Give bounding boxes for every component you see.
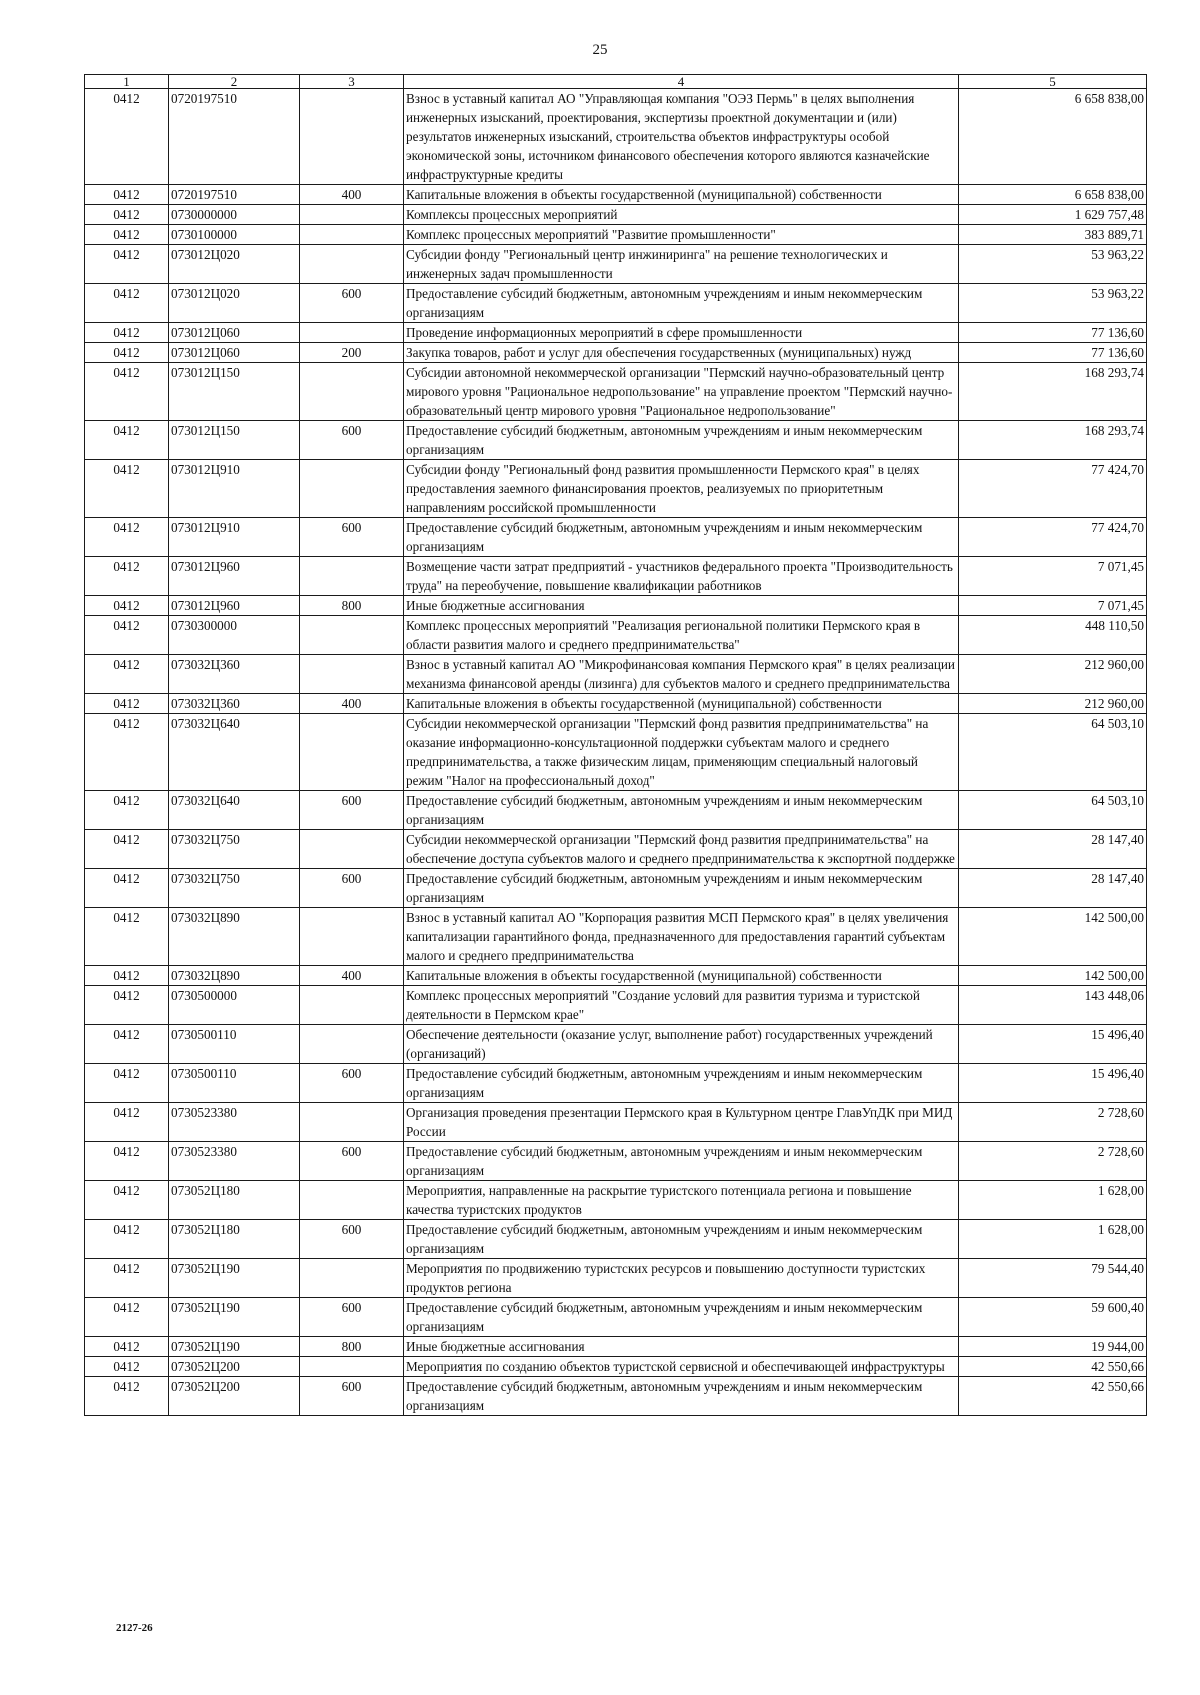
expense-type-cell: 400 — [300, 185, 404, 205]
amount-cell: 212 960,00 — [959, 694, 1147, 714]
amount-cell: 168 293,74 — [959, 363, 1147, 421]
amount-cell: 77 424,70 — [959, 518, 1147, 557]
expense-type-cell — [300, 1181, 404, 1220]
amount-cell: 64 503,10 — [959, 791, 1147, 830]
amount-cell: 64 503,10 — [959, 714, 1147, 791]
amount-cell: 2 728,60 — [959, 1103, 1147, 1142]
item-name-cell: Иные бюджетные ассигнования — [404, 596, 959, 616]
target-article-cell: 073012Ц020 — [169, 284, 300, 323]
target-article-cell: 0720197510 — [169, 89, 300, 185]
header-section-number: 1 — [85, 75, 169, 89]
section-code-cell: 0412 — [85, 616, 169, 655]
amount-cell: 77 424,70 — [959, 460, 1147, 518]
section-code-cell: 0412 — [85, 1259, 169, 1298]
amount-cell: 1 628,00 — [959, 1181, 1147, 1220]
target-article-cell: 073052Ц190 — [169, 1259, 300, 1298]
budget-table — [84, 74, 1147, 1416]
expense-type-cell — [300, 714, 404, 791]
expense-type-cell — [300, 1259, 404, 1298]
section-code-cell: 0412 — [85, 245, 169, 284]
amount-cell: 142 500,00 — [959, 908, 1147, 966]
target-article-cell: 0730000000 — [169, 205, 300, 225]
expense-type-cell: 400 — [300, 694, 404, 714]
section-code-cell: 0412 — [85, 1142, 169, 1181]
target-article-cell: 073012Ц020 — [169, 245, 300, 284]
target-article-cell: 073012Ц060 — [169, 323, 300, 343]
item-name-cell: Предоставление субсидий бюджетным, автономным учреждениям и иным некоммерческим организациям — [404, 1064, 959, 1103]
section-code-cell: 0412 — [85, 1357, 169, 1377]
table-row — [85, 966, 1147, 986]
table-row — [85, 245, 1147, 284]
section-code-cell: 0412 — [85, 89, 169, 185]
amount-cell: 7 071,45 — [959, 596, 1147, 616]
expense-type-cell: 400 — [300, 966, 404, 986]
target-article-cell: 073052Ц180 — [169, 1220, 300, 1259]
target-article-cell: 0730300000 — [169, 616, 300, 655]
target-article-cell: 073012Ц960 — [169, 596, 300, 616]
section-code-cell: 0412 — [85, 869, 169, 908]
table-row — [85, 1377, 1147, 1416]
amount-cell: 1 628,00 — [959, 1220, 1147, 1259]
target-article-cell: 073052Ц200 — [169, 1377, 300, 1416]
amount-cell: 53 963,22 — [959, 284, 1147, 323]
amount-cell: 77 136,60 — [959, 343, 1147, 363]
table-row — [85, 185, 1147, 205]
item-name-cell: Предоставление субсидий бюджетным, автономным учреждениям и иным некоммерческим организациям — [404, 284, 959, 323]
table-header — [85, 75, 1147, 89]
table-row — [85, 908, 1147, 966]
section-code-cell: 0412 — [85, 596, 169, 616]
section-code-cell: 0412 — [85, 966, 169, 986]
item-name-cell: Взнос в уставный капитал АО "Управляющая компания "ОЭЗ Пермь" в целях выполнения инженерных изысканий, проектирования, экспертизы проектной документации и (или) результатов инженерных изысканий, строительства объектов инфраструктуры особой экономической зоны, источником финансового обеспечения которого являются казначейские инфраструктурные кредиты — [404, 89, 959, 185]
target-article-cell: 073012Ц150 — [169, 421, 300, 460]
item-name-cell: Субсидии фонду "Региональный центр инжиниринга" на решение технологических и инженерных задач промышленности — [404, 245, 959, 284]
target-article-cell: 073032Ц640 — [169, 791, 300, 830]
expense-type-cell — [300, 245, 404, 284]
item-name-cell: Проведение информационных мероприятий в сфере промышленности — [404, 323, 959, 343]
target-article-cell: 0730500110 — [169, 1025, 300, 1064]
item-name-cell: Мероприятия по продвижению туристских ресурсов и повышению доступности туристских продуктов региона — [404, 1259, 959, 1298]
expense-type-cell — [300, 460, 404, 518]
target-article-cell: 073052Ц200 — [169, 1357, 300, 1377]
table-row — [85, 596, 1147, 616]
expense-type-cell — [300, 616, 404, 655]
item-name-cell: Капитальные вложения в объекты государственной (муниципальной) собственности — [404, 966, 959, 986]
section-code-cell: 0412 — [85, 284, 169, 323]
item-name-cell: Предоставление субсидий бюджетным, автономным учреждениям и иным некоммерческим организациям — [404, 421, 959, 460]
expense-type-cell — [300, 1357, 404, 1377]
expense-type-cell: 200 — [300, 343, 404, 363]
target-article-cell: 073032Ц890 — [169, 908, 300, 966]
expense-type-cell — [300, 1025, 404, 1064]
section-code-cell: 0412 — [85, 557, 169, 596]
section-code-cell: 0412 — [85, 1064, 169, 1103]
expense-type-cell: 600 — [300, 421, 404, 460]
item-name-cell: Предоставление субсидий бюджетным, автономным учреждениям и иным некоммерческим организациям — [404, 518, 959, 557]
amount-cell: 28 147,40 — [959, 869, 1147, 908]
target-article-cell: 073012Ц960 — [169, 557, 300, 596]
table-row — [85, 1337, 1147, 1357]
target-article-cell: 073032Ц890 — [169, 966, 300, 986]
amount-cell: 168 293,74 — [959, 421, 1147, 460]
section-code-cell: 0412 — [85, 343, 169, 363]
item-name-cell: Предоставление субсидий бюджетным, автономным учреждениям и иным некоммерческим организациям — [404, 1220, 959, 1259]
table-row — [85, 557, 1147, 596]
item-name-cell: Субсидии фонду "Региональный фонд развития промышленности Пермского края" в целях предоставления заемного финансирования проектов, реализуемых по приоритетным направлениям российской промышленности — [404, 460, 959, 518]
target-article-cell: 0730100000 — [169, 225, 300, 245]
table-row — [85, 205, 1147, 225]
section-code-cell: 0412 — [85, 1025, 169, 1064]
amount-cell: 53 963,22 — [959, 245, 1147, 284]
table-row — [85, 1064, 1147, 1103]
section-code-cell: 0412 — [85, 1181, 169, 1220]
amount-cell: 6 658 838,00 — [959, 185, 1147, 205]
table-row — [85, 225, 1147, 245]
item-name-cell: Возмещение части затрат предприятий - участников федерального проекта "Производительность труда" на переобучение, повышение квалификации работников — [404, 557, 959, 596]
target-article-cell: 073032Ц360 — [169, 694, 300, 714]
section-code-cell: 0412 — [85, 714, 169, 791]
table-row — [85, 1259, 1147, 1298]
target-article-cell: 0730523380 — [169, 1142, 300, 1181]
section-code-cell: 0412 — [85, 908, 169, 966]
header-target-article-number: 2 — [169, 75, 300, 89]
item-name-cell: Иные бюджетные ассигнования — [404, 1337, 959, 1357]
amount-cell: 19 944,00 — [959, 1337, 1147, 1357]
expense-type-cell: 600 — [300, 791, 404, 830]
target-article-cell: 073012Ц910 — [169, 460, 300, 518]
table-row — [85, 343, 1147, 363]
section-code-cell: 0412 — [85, 1298, 169, 1337]
table-row — [85, 1142, 1147, 1181]
amount-cell: 79 544,40 — [959, 1259, 1147, 1298]
section-code-cell: 0412 — [85, 830, 169, 869]
target-article-cell: 073032Ц750 — [169, 830, 300, 869]
item-name-cell: Комплекс процессных мероприятий "Создание условий для развития туризма и туристской деятельности в Пермском крае" — [404, 986, 959, 1025]
item-name-cell: Взнос в уставный капитал АО "Корпорация развития МСП Пермского края" в целях увеличения капитализации гарантийного фонда, предназначенного для предоставления гарантий субъектам малого и среднего предпринимательства — [404, 908, 959, 966]
table-row — [85, 363, 1147, 421]
expense-type-cell: 600 — [300, 1220, 404, 1259]
amount-cell: 77 136,60 — [959, 323, 1147, 343]
amount-cell: 142 500,00 — [959, 966, 1147, 986]
expense-type-cell — [300, 908, 404, 966]
table-row — [85, 986, 1147, 1025]
expense-type-cell — [300, 225, 404, 245]
table-row — [85, 616, 1147, 655]
expense-type-cell: 600 — [300, 1377, 404, 1416]
document-code: 2127-26 — [116, 1622, 153, 1634]
amount-cell: 15 496,40 — [959, 1025, 1147, 1064]
item-name-cell: Предоставление субсидий бюджетным, автономным учреждениям и иным некоммерческим организациям — [404, 1298, 959, 1337]
item-name-cell: Мероприятия, направленные на раскрытие туристского потенциала региона и повышение качества туристских продуктов — [404, 1181, 959, 1220]
section-code-cell: 0412 — [85, 1337, 169, 1357]
table-row — [85, 791, 1147, 830]
item-name-cell: Комплекс процессных мероприятий "Реализация региональной политики Пермского края в области развития малого и среднего предпринимательства" — [404, 616, 959, 655]
table-row — [85, 694, 1147, 714]
table-row — [85, 323, 1147, 343]
item-name-cell: Предоставление субсидий бюджетным, автономным учреждениям и иным некоммерческим организациям — [404, 1377, 959, 1416]
target-article-cell: 073012Ц150 — [169, 363, 300, 421]
target-article-cell: 073052Ц190 — [169, 1298, 300, 1337]
item-name-cell: Субсидии автономной некоммерческой организации "Пермский научно-образовательный центр мирового уровня "Рациональное недропользование" на управление проектом "Пермский научно-образовательный центр мирового уровня "Рациональное недропользование" — [404, 363, 959, 421]
expense-type-cell: 600 — [300, 869, 404, 908]
item-name-cell: Комплекс процессных мероприятий "Развитие промышленности" — [404, 225, 959, 245]
target-article-cell: 073032Ц640 — [169, 714, 300, 791]
header-expense-type-number: 3 — [300, 75, 404, 89]
expense-type-cell: 600 — [300, 1064, 404, 1103]
section-code-cell: 0412 — [85, 205, 169, 225]
section-code-cell: 0412 — [85, 225, 169, 245]
item-name-cell: Взнос в уставный капитал АО "Микрофинансовая компания Пермского края" в целях реализации механизма финансовой аренды (лизинга) для субъектов малого и среднего предпринимательства — [404, 655, 959, 694]
item-name-cell: Мероприятия по созданию объектов туристской сервисной и обеспечивающей инфраструктуры — [404, 1357, 959, 1377]
table-row — [85, 89, 1147, 185]
table-row — [85, 1025, 1147, 1064]
target-article-cell: 073032Ц750 — [169, 869, 300, 908]
target-article-cell: 0730500000 — [169, 986, 300, 1025]
amount-cell: 28 147,40 — [959, 830, 1147, 869]
target-article-cell: 073052Ц190 — [169, 1337, 300, 1357]
amount-cell: 59 600,40 — [959, 1298, 1147, 1337]
header-row — [85, 75, 1147, 89]
section-code-cell: 0412 — [85, 518, 169, 557]
item-name-cell: Организация проведения презентации Пермского края в Культурном центре ГлавУпДК при МИД России — [404, 1103, 959, 1142]
table-row — [85, 1298, 1147, 1337]
item-name-cell: Предоставление субсидий бюджетным, автономным учреждениям и иным некоммерческим организациям — [404, 1142, 959, 1181]
section-code-cell: 0412 — [85, 1377, 169, 1416]
target-article-cell: 0720197510 — [169, 185, 300, 205]
item-name-cell: Обеспечение деятельности (оказание услуг, выполнение работ) государственных учреждений (организаций) — [404, 1025, 959, 1064]
amount-cell: 42 550,66 — [959, 1357, 1147, 1377]
table-row — [85, 1103, 1147, 1142]
table-row — [85, 714, 1147, 791]
expense-type-cell: 600 — [300, 1142, 404, 1181]
table-row — [85, 655, 1147, 694]
page-number: 25 — [592, 42, 608, 58]
table-row — [85, 1220, 1147, 1259]
target-article-cell: 0730523380 — [169, 1103, 300, 1142]
expense-type-cell: 800 — [300, 1337, 404, 1357]
amount-cell: 448 110,50 — [959, 616, 1147, 655]
target-article-cell: 073012Ц910 — [169, 518, 300, 557]
section-code-cell: 0412 — [85, 363, 169, 421]
amount-cell: 1 629 757,48 — [959, 205, 1147, 225]
section-code-cell: 0412 — [85, 460, 169, 518]
table-row — [85, 1357, 1147, 1377]
amount-cell: 143 448,06 — [959, 986, 1147, 1025]
header-amount-number: 5 — [959, 75, 1147, 89]
amount-cell: 383 889,71 — [959, 225, 1147, 245]
section-code-cell: 0412 — [85, 1103, 169, 1142]
item-name-cell: Комплексы процессных мероприятий — [404, 205, 959, 225]
expense-type-cell — [300, 205, 404, 225]
item-name-cell: Субсидии некоммерческой организации "Пермский фонд развития предпринимательства" на обеспечение доступа субъектов малого и среднего предпринимательства к экспортной поддержке — [404, 830, 959, 869]
item-name-cell: Субсидии некоммерческой организации "Пермский фонд развития предпринимательства" на оказание информационно-консультационной поддержки субъектам малого и среднего предпринимательства, а также физическим лицам, применяющим специальный налоговый режим "Налог на профессиональный доход" — [404, 714, 959, 791]
expense-type-cell: 600 — [300, 284, 404, 323]
item-name-cell: Закупка товаров, работ и услуг для обеспечения государственных (муниципальных) нужд — [404, 343, 959, 363]
section-code-cell: 0412 — [85, 694, 169, 714]
expense-type-cell — [300, 1103, 404, 1142]
section-code-cell: 0412 — [85, 185, 169, 205]
table-row — [85, 284, 1147, 323]
table-body — [85, 89, 1147, 1416]
item-name-cell: Капитальные вложения в объекты государственной (муниципальной) собственности — [404, 694, 959, 714]
section-code-cell: 0412 — [85, 986, 169, 1025]
table-row — [85, 460, 1147, 518]
table-row — [85, 830, 1147, 869]
amount-cell: 7 071,45 — [959, 557, 1147, 596]
amount-cell: 15 496,40 — [959, 1064, 1147, 1103]
item-name-cell: Предоставление субсидий бюджетным, автономным учреждениям и иным некоммерческим организациям — [404, 869, 959, 908]
expense-type-cell: 800 — [300, 596, 404, 616]
header-name-number: 4 — [404, 75, 959, 89]
target-article-cell: 073052Ц180 — [169, 1181, 300, 1220]
section-code-cell: 0412 — [85, 1220, 169, 1259]
table-row — [85, 869, 1147, 908]
amount-cell: 6 658 838,00 — [959, 89, 1147, 185]
table-row — [85, 421, 1147, 460]
target-article-cell: 073012Ц060 — [169, 343, 300, 363]
section-code-cell: 0412 — [85, 655, 169, 694]
target-article-cell: 073032Ц360 — [169, 655, 300, 694]
amount-cell: 212 960,00 — [959, 655, 1147, 694]
section-code-cell: 0412 — [85, 323, 169, 343]
expense-type-cell — [300, 323, 404, 343]
expense-type-cell — [300, 986, 404, 1025]
expense-type-cell — [300, 655, 404, 694]
section-code-cell: 0412 — [85, 791, 169, 830]
expense-type-cell — [300, 363, 404, 421]
expense-type-cell — [300, 89, 404, 185]
section-code-cell: 0412 — [85, 421, 169, 460]
expense-type-cell: 600 — [300, 1298, 404, 1337]
expense-type-cell — [300, 557, 404, 596]
table-row — [85, 518, 1147, 557]
expense-type-cell: 600 — [300, 518, 404, 557]
item-name-cell: Предоставление субсидий бюджетным, автономным учреждениям и иным некоммерческим организациям — [404, 791, 959, 830]
amount-cell: 42 550,66 — [959, 1377, 1147, 1416]
target-article-cell: 0730500110 — [169, 1064, 300, 1103]
amount-cell: 2 728,60 — [959, 1142, 1147, 1181]
table-row — [85, 1181, 1147, 1220]
expense-type-cell — [300, 830, 404, 869]
item-name-cell: Капитальные вложения в объекты государственной (муниципальной) собственности — [404, 185, 959, 205]
